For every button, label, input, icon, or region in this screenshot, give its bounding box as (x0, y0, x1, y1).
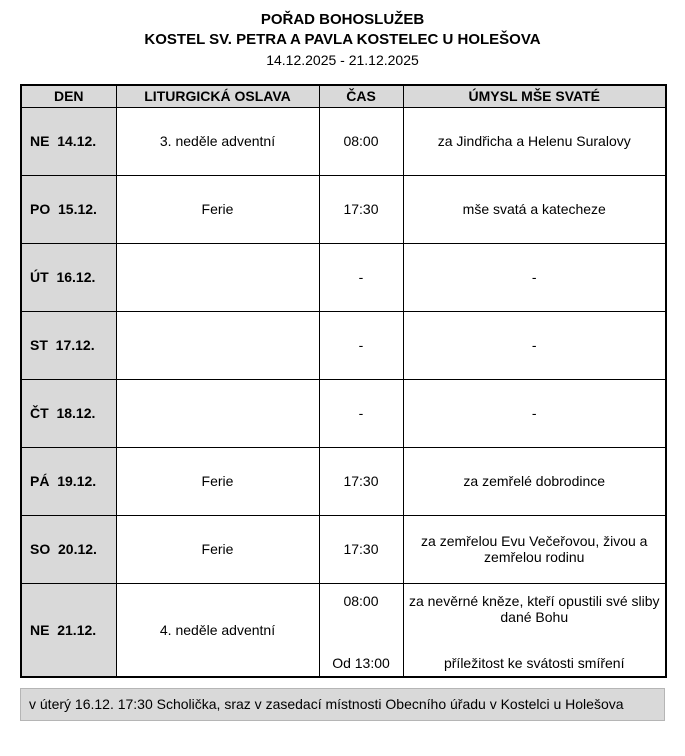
liturgy-cell (116, 243, 319, 311)
table-row (21, 175, 666, 243)
intent-entry: za nevěrné kněze, kteří opustili své sliby dané Bohu (408, 592, 660, 625)
liturgy-cell: Ferie (116, 515, 319, 583)
time-entry: Od 13:00 (332, 654, 390, 671)
table-row (21, 515, 666, 583)
day-cell: ST 17.12. (21, 311, 116, 379)
column-header-umysl-mse-svate: ÚMYSL MŠE SVATÉ (403, 85, 666, 107)
table-row (21, 447, 666, 515)
column-header-liturgicka-oslava: LITURGICKÁ OSLAVA (116, 85, 319, 107)
time-cell (319, 583, 403, 677)
church-name: KOSTEL SV. PETRA A PAVLA KOSTELEC U HOLEŠOVA (144, 31, 541, 48)
time-cell: 17:30 (319, 447, 403, 515)
table-row (21, 379, 666, 447)
intent-cell (403, 583, 666, 677)
liturgy-cell: Ferie (116, 447, 319, 515)
day-cell: ČT 18.12. (21, 379, 116, 447)
time-cell: - (319, 311, 403, 379)
liturgy-cell (116, 311, 319, 379)
column-header-den: DEN (21, 85, 116, 107)
day-cell: PÁ 19.12. (21, 447, 116, 515)
table-row (21, 311, 666, 379)
intent-cell: za zemřelé dobrodince (403, 447, 666, 515)
intent-entry: příležitost ke svátosti smíření (443, 654, 625, 671)
intent-cell: za zemřelou Evu Večeřovou, živou a zemřelou rodinu (403, 515, 666, 583)
date-range: 14.12.2025 - 21.12.2025 (266, 52, 419, 68)
time-cell: 17:30 (319, 515, 403, 583)
liturgy-cell: Ferie (116, 175, 319, 243)
liturgy-cell (116, 379, 319, 447)
time-cell: - (319, 379, 403, 447)
time-entry: 08:00 (343, 592, 379, 609)
time-cell: 08:00 (319, 107, 403, 175)
time-cell: - (319, 243, 403, 311)
schedule-table (20, 84, 667, 678)
intent-cell: mše svatá a katecheze (403, 175, 666, 243)
day-cell: ÚT 16.12. (21, 243, 116, 311)
intent-cell: za Jindřicha a Helenu Suralovy (403, 107, 666, 175)
intent-cell: - (403, 311, 666, 379)
liturgy-cell: 3. neděle adventní (116, 107, 319, 175)
intent-cell: - (403, 379, 666, 447)
intent-cell: - (403, 243, 666, 311)
time-cell: 17:30 (319, 175, 403, 243)
table-row (21, 243, 666, 311)
table-row (21, 583, 666, 677)
day-cell: NE 14.12. (21, 107, 116, 175)
header-row (21, 85, 666, 107)
table-row (21, 107, 666, 175)
day-cell: NE 21.12. (21, 583, 116, 677)
liturgy-cell: 4. neděle adventní (116, 583, 319, 677)
document-header (20, 10, 665, 70)
day-cell: PO 15.12. (21, 175, 116, 243)
column-header-cas: ČAS (319, 85, 403, 107)
page-title: POŘAD BOHOSLUŽEB (260, 11, 425, 28)
footer-note: v úterý 16.12. 17:30 Scholička, sraz v zasedací místnosti Obecního úřadu v Kostelci u Holešova (20, 688, 665, 721)
day-cell: SO 20.12. (21, 515, 116, 583)
